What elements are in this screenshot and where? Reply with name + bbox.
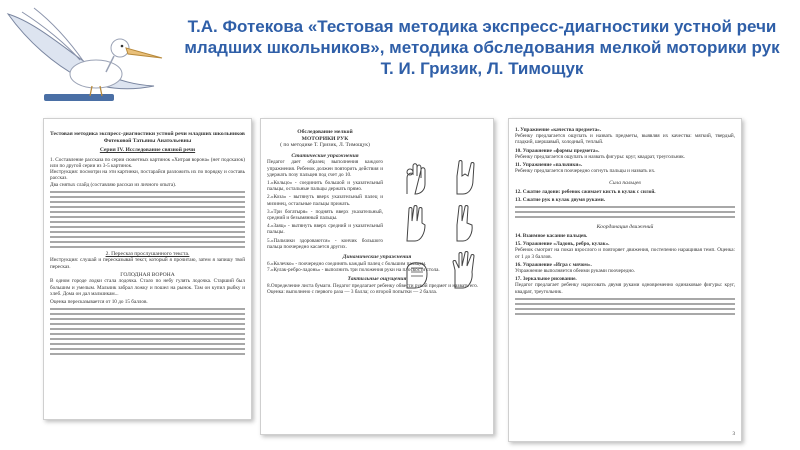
page2-heading-3: ( по методике Т. Гризик, Л. Тимощук) <box>280 142 370 149</box>
page2-ex-2: 2.«Коза» - вытянуть вверх указательный палец и мизинец, остальные пальцы прижать. <box>267 194 383 207</box>
hand-fist-icon <box>397 250 437 290</box>
hand-three-fingers-icon <box>397 203 437 243</box>
title-line-3: Т. И. Гризик, Л. Тимощук <box>380 59 584 78</box>
page2-heading-1: Обследование мелкой <box>297 129 353 135</box>
slide-title <box>170 16 794 79</box>
title-line-2: младших школьников», методика обследования мелкой моторики рук <box>184 38 780 57</box>
page1-item-1: 1. Составление рассказа по серии сюжетных картинок «Хитрая ворона» (нет подсказок) или по другой серии из 3-5 картинок. <box>50 156 245 169</box>
page2-ex-5: 5.«Пальчики здороваются» - кончик большого пальца поочередно касается других. <box>267 237 383 250</box>
page3-text-9: Педагог предлагает ребенку нарисовать двумя руками одновременно одинаковые фигуры: круг, квадрат, треугольник. <box>515 282 735 295</box>
page1-item-2: 2. Пересказ прослушанного текста. <box>105 250 190 257</box>
hand-palm-icon <box>445 250 485 290</box>
page3-item-5: 13. Сжатие рук в кулак двумя руками. <box>515 197 605 204</box>
hand-hare-icon <box>445 203 485 243</box>
page2-ex-1: 1.«Кольцо» - соединить большой и указательный пальцы, остальные пальцы держать прямо. <box>267 179 383 193</box>
page2-footer: Оценка: выполнено с первого раза — 3 балла; со второй попытки — 2 балла. <box>267 288 438 295</box>
page1-note-1: Два снятых слайд (составляю рассказ из личного опыта). <box>50 181 177 188</box>
document-page-1 <box>43 118 252 420</box>
page2-section-3: Тактильные ощущения <box>347 276 407 283</box>
page3-section-2: Координация движений <box>596 224 654 231</box>
document-page-3 <box>508 118 742 442</box>
page3-item-2: 10. Упражнение «формы предмета». <box>515 147 600 154</box>
hand-ring-icon <box>397 156 437 196</box>
page3-item-3: 11. Упражнение «пальчики». <box>515 162 583 169</box>
page3-text-3: Ребенку предлагается поочередно согнуть пальцы и назвать их. <box>515 168 656 175</box>
page1-answer-lines-2 <box>44 308 251 355</box>
hand-goat-icon <box>445 156 485 196</box>
page1-heading-2: Фотековой Татьяны Анатольевны <box>103 137 192 144</box>
document-page-2 <box>260 118 494 435</box>
page1-heading-1: Тестовая методика экспресс-диагностики устной речи младших школьников <box>50 131 245 137</box>
page3-item-8: 16. Упражнение «Игра с мячом». <box>515 261 592 268</box>
page1-footer: Оценка пересказывается от 10 до 15 баллов. <box>50 299 148 305</box>
hand-illustrations <box>395 155 487 296</box>
page1-series: Серия IV. Исследование связной речи <box>99 147 196 154</box>
page3-item-6: 14. Взаимное касание пальцев. <box>515 233 588 240</box>
page1-instruction-2: Инструкция: слушай и пересказывай текст, который я прочитаю, затем я запишу твой пересказ. <box>50 257 245 270</box>
page3-text-1: Ребенку предлагается ощупать и назвать предметы, выявляя их качества: мягкий, твердый, гладкий, шершавый, холодный, теплый. <box>515 133 735 146</box>
page3-item-9: 17. Зеркальное рисование. <box>515 276 577 283</box>
page3-text-2: Ребенку предлагается ощупать и назвать фигуры: круг, квадрат, треугольник. <box>515 153 686 160</box>
page3-section-1: Сила пальцев <box>609 180 641 187</box>
title-line-1: Т.А. Фотекова «Тестовая методика экспресс-диагностики устной речи <box>187 17 777 36</box>
page2-section-2: Динамические упражнения <box>342 254 412 261</box>
page1-answer-lines-1 <box>44 191 251 248</box>
pelican-icon <box>4 2 172 108</box>
page3-answer-lines <box>509 206 741 218</box>
page1-story: В одном городе лодки стала лодочка. Стало по небу гулять лодочка. Старший был большим и умелым. Мальчик забрал ложку и пошел на рынок. Там он купил рыбку и хлеб. Дома он дал мальчикам... <box>50 278 245 297</box>
page3-item-1: 1. Упражнение «качества предмета». <box>515 127 602 133</box>
page3-text-7: Ребенок смотрит на показ взрослого и повторяет движения, постепенно наращивая темп. Оценка: от 1 до 3 баллов. <box>515 247 735 260</box>
page2-ex-6: 6.«Колечко» - поочередно соединять каждый палец с большим пальцем. <box>267 260 427 267</box>
page2-ex-8: 8.Определение листа бумаги. Педагог предлагает ребенку обвести рукой предмет и назвать его. <box>267 282 479 289</box>
page1-instruction-1: Инструкция: посмотри на эти картинки, постарайся разложить их по порядку и составь рассказ. <box>50 169 245 182</box>
page3-page-number: 3 <box>732 432 735 437</box>
page2-section-1: Статические упражнения <box>291 152 359 159</box>
page2-heading-2: МОТОРИКИ РУК <box>301 135 349 142</box>
page2-ex-3: 3.«Три богатыря» - поднять вверх указательный, средний и безымянный пальцы. <box>267 208 383 221</box>
page2-ex-4: 4.«Заяц» - вытянуть вверх средний и указательный пальцы. <box>267 223 383 236</box>
page2-intro: Педагог дает образец выполнения каждого упражнения. Ребенок должен повторить действия и удержать позу пальцев под счет до 10. <box>267 159 383 178</box>
page3-text-8: Упражнение выполняется обеими руками поочередно. <box>515 268 635 275</box>
page3-answer-lines-2 <box>509 298 741 315</box>
page3-item-4: 12. Сжатие ладони: ребенок сжимает кисть в кулак с силой. <box>515 189 656 196</box>
page3-item-7: 15. Упражнение «Ладонь, ребро, кулак». <box>515 241 610 248</box>
page1-story-title: ГОЛОДНАЯ ВОРОНА <box>120 271 175 278</box>
page2-ex-7: 7.«Кулак-ребро-ладонь» - выполнить три положения руки на плоскости стола. <box>267 266 440 273</box>
